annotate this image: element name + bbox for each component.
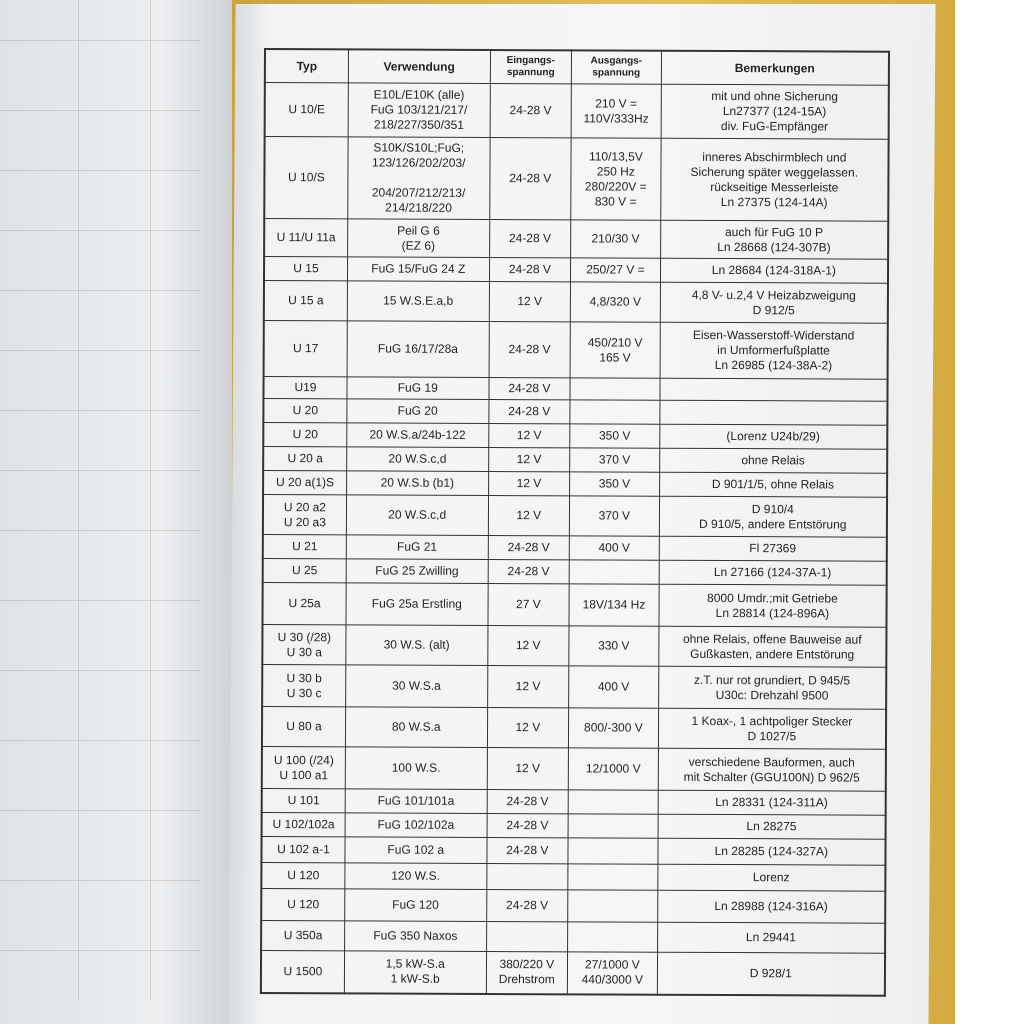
cell-bemerkungen: mit und ohne Sicherung Ln27377 (124-15A) div. FuG-Empfänger <box>661 84 889 139</box>
cell-ausgangsspannung <box>568 864 658 890</box>
cell-verwendung: FuG 102/102a <box>345 813 487 838</box>
cell-verwendung: FuG 120 <box>345 889 487 922</box>
cell-bemerkungen: Fl 27369 <box>659 536 887 561</box>
cell-eingangsspannung: 24-28 V <box>487 789 569 813</box>
cell-ausgangsspannung <box>568 890 658 922</box>
header-ausgangsspannung: Ausgangs- spannung <box>571 50 661 84</box>
cell-bemerkungen: Ln 29441 <box>657 922 885 953</box>
table-row <box>265 83 889 140</box>
cell-eingangsspannung: 24-28 V <box>489 219 571 257</box>
cell-eingangsspannung: 12 V <box>487 747 569 789</box>
cell-ausgangsspannung: 370 V <box>569 496 659 536</box>
table-row <box>261 950 885 995</box>
table-row <box>262 812 886 839</box>
cell-eingangsspannung: 12 V <box>488 447 570 471</box>
cell-typ: U19 <box>263 377 347 399</box>
table-row <box>263 399 887 426</box>
table-row <box>261 888 885 923</box>
header-typ: Typ <box>265 49 349 83</box>
cell-bemerkungen: 1 Koax-, 1 achtpoliger Stecker D 1027/5 <box>658 708 886 749</box>
cell-eingangsspannung: 12 V <box>488 423 570 447</box>
cell-eingangsspannung: 12 V <box>487 625 569 665</box>
cell-eingangsspannung: 24-28 V <box>489 377 571 399</box>
cell-eingangsspannung <box>486 863 568 889</box>
cell-verwendung: 20 W.S.a/24b-122 <box>347 423 489 448</box>
cell-typ: U 21 <box>263 534 347 558</box>
cell-bemerkungen: Ln 27166 (124-37A-1) <box>659 560 887 585</box>
cell-bemerkungen: Ln 28988 (124-316A) <box>657 890 885 923</box>
cell-ausgangsspannung: 350 V <box>570 472 660 496</box>
cell-verwendung: FuG 15/FuG 24 Z <box>347 257 489 282</box>
cell-ausgangsspannung: 370 V <box>570 448 660 472</box>
cell-typ: U 25 <box>263 558 347 582</box>
cell-eingangsspannung <box>486 921 568 951</box>
cell-typ: U 30 b U 30 c <box>262 664 346 706</box>
cell-typ: U 11/U 11a <box>264 219 348 257</box>
cell-verwendung: FuG 101/101a <box>345 789 487 814</box>
cell-verwendung: FuG 21 <box>346 535 488 560</box>
cell-typ: U 80 a <box>262 706 346 746</box>
cell-eingangsspannung: 24-28 V <box>490 83 572 137</box>
cell-eingangsspannung: 24-28 V <box>488 535 570 559</box>
table-row <box>262 746 886 791</box>
cell-ausgangsspannung: 210 V = 110V/333Hz <box>571 84 661 138</box>
cell-eingangsspannung: 24-28 V <box>488 559 570 583</box>
cell-typ: U 20 a(1)S <box>263 471 347 495</box>
header-verwendung: Verwendung <box>348 49 490 83</box>
cell-ausgangsspannung: 27/1000 V 440/3000 V <box>567 952 657 994</box>
cell-verwendung: 20 W.S.c,d <box>347 447 489 472</box>
cell-typ: U 20 <box>263 423 347 447</box>
cell-ausgangsspannung <box>568 838 658 864</box>
cell-verwendung: 30 W.S. (alt) <box>346 625 488 666</box>
document-sheet <box>244 30 912 1000</box>
cell-eingangsspannung: 24-28 V <box>487 837 569 863</box>
cell-verwendung: 30 W.S.a <box>346 665 488 708</box>
cell-eingangsspannung: 12 V <box>487 707 569 747</box>
cell-ausgangsspannung: 110/13,5V 250 Hz 280/220V = 830 V = <box>571 138 661 220</box>
cell-ausgangsspannung: 210/30 V <box>571 220 661 258</box>
cell-verwendung: FuG 102 a <box>345 837 487 864</box>
cell-typ: U 25a <box>262 582 346 624</box>
cell-typ: U 1500 <box>261 950 345 992</box>
cell-ausgangsspannung: 18V/134 Hz <box>569 584 659 626</box>
header-bemerkungen: Bemerkungen <box>661 51 889 85</box>
cell-eingangsspannung: 24-28 V <box>488 399 570 423</box>
table-row <box>263 447 887 474</box>
cell-typ: U 102/102a <box>262 812 346 836</box>
cell-ausgangsspannung: 4,8/320 V <box>570 282 660 322</box>
cell-bemerkungen <box>660 378 888 401</box>
cell-typ: U 20 <box>263 399 347 423</box>
cell-bemerkungen <box>660 400 888 425</box>
cell-bemerkungen: Ln 28331 (124-311A) <box>658 790 886 815</box>
cell-bemerkungen: auch für FuG 10 P Ln 28668 (124-307B) <box>660 220 888 259</box>
cell-eingangsspannung: 24-28 V <box>486 889 568 921</box>
cell-typ: U 102 a-1 <box>261 836 345 862</box>
cell-bemerkungen: 4,8 V- u.2,4 V Heizabzweigung D 912/5 <box>660 282 888 323</box>
cell-bemerkungen: Ln 28285 (124-327A) <box>658 838 886 865</box>
cell-ausgangsspannung <box>569 560 659 584</box>
cell-bemerkungen: Eisen-Wasserstoff-Widerstand in Umformerfußplatte Ln 26985 (124-38A-2) <box>660 322 888 379</box>
cell-bemerkungen: (Lorenz U24b/29) <box>659 424 887 449</box>
table-row <box>264 281 888 324</box>
table-row <box>264 257 888 284</box>
header-eingangsspannung: Eingangs- spannung <box>490 50 572 84</box>
cell-eingangsspannung: 12 V <box>487 665 569 707</box>
cell-typ: U 100 (/24) U 100 a1 <box>262 746 346 788</box>
cell-eingangsspannung: 12 V <box>488 495 570 535</box>
cell-verwendung: 20 W.S.b (b1) <box>346 471 488 496</box>
cell-ausgangsspannung: 400 V <box>569 536 659 560</box>
cell-ausgangsspannung: 800/-300 V <box>569 708 659 748</box>
cell-ausgangsspannung: 400 V <box>569 666 659 708</box>
cell-verwendung: FuG 20 <box>347 399 489 424</box>
table-header-row <box>265 49 889 85</box>
cell-eingangsspannung: 24-28 V <box>487 813 569 837</box>
table-row <box>262 788 886 815</box>
table-row <box>263 558 887 585</box>
cell-verwendung: S10K/S10L;FuG; 123/126/202/203/ 204/207/212/213/ 214/218/220 <box>348 137 490 220</box>
cell-verwendung: FuG 16/17/28a <box>347 321 489 378</box>
cell-bemerkungen: ohne Relais, offene Bauweise auf Gußkasten, andere Entstörung <box>658 626 886 667</box>
cell-bemerkungen: D 910/4 D 910/5, andere Entstörung <box>659 496 887 537</box>
cell-typ: U 20 a <box>263 447 347 471</box>
cell-eingangsspannung: 27 V <box>488 583 570 625</box>
table-row <box>263 534 887 561</box>
cell-ausgangsspannung: 450/210 V 165 V <box>570 322 660 378</box>
cell-typ: U 10/S <box>264 137 348 219</box>
cell-typ: U 101 <box>262 788 346 812</box>
table-row <box>262 624 886 667</box>
table-row <box>263 423 887 450</box>
cell-verwendung: 100 W.S. <box>345 747 487 790</box>
cell-typ: U 17 <box>264 321 348 377</box>
cell-bemerkungen: verschiedene Bauformen, auch mit Schalter (GGU100N) D 962/5 <box>658 748 886 791</box>
cell-bemerkungen: inneres Abschirmblech und Sicherung später weggelassen. rückseitige Messerleiste Ln 27375 (124-14A) <box>660 138 888 221</box>
table-row <box>263 495 887 538</box>
table-row <box>261 920 885 953</box>
table-row <box>263 471 887 498</box>
cell-bemerkungen: z.T. nur rot grundiert, D 945/5 U30c: Drehzahl 9500 <box>658 666 886 709</box>
cell-verwendung: FuG 350 Naxos <box>344 921 486 952</box>
cell-ausgangsspannung <box>570 400 660 424</box>
cell-typ: U 15 a <box>264 281 348 321</box>
cell-typ: U 15 <box>264 257 348 281</box>
cell-bemerkungen: ohne Relais <box>659 448 887 473</box>
cell-ausgangsspannung <box>568 922 658 952</box>
cell-ausgangsspannung <box>568 814 658 838</box>
cell-bemerkungen: D 928/1 <box>657 952 885 995</box>
table-row <box>262 664 886 709</box>
left-page <box>0 0 232 1024</box>
cell-verwendung: 15 W.S.E.a,b <box>347 281 489 322</box>
cell-eingangsspannung: 24-28 V <box>489 321 571 377</box>
cell-typ: U 10/E <box>265 83 349 137</box>
table-row <box>261 862 885 891</box>
table-row <box>264 321 888 380</box>
cell-bemerkungen: Ln 28684 (124-318A-1) <box>660 258 888 283</box>
cell-typ: U 20 a2 U 20 a3 <box>263 495 347 535</box>
cell-eingangsspannung: 24-28 V <box>489 137 571 219</box>
cell-typ: U 30 (/28) U 30 a <box>262 624 346 664</box>
cell-verwendung: Peil G 6 (EZ 6) <box>347 219 489 258</box>
cell-verwendung: 20 W.S.c,d <box>346 495 488 536</box>
cell-verwendung: E10L/E10K (alle) FuG 103/121/217/ 218/227/350/351 <box>348 83 490 138</box>
cell-eingangsspannung: 12 V <box>488 471 570 495</box>
cell-bemerkungen: Ln 28275 <box>658 814 886 839</box>
cell-ausgangsspannung: 12/1000 V <box>568 748 658 790</box>
cell-verwendung: FuG 25a Erstling <box>346 583 488 626</box>
cell-typ: U 120 <box>261 862 345 888</box>
cell-typ: U 350a <box>261 920 345 950</box>
cell-ausgangsspannung: 330 V <box>569 626 659 666</box>
cell-typ: U 120 <box>261 888 345 920</box>
cell-eingangsspannung: 12 V <box>489 281 571 321</box>
cell-ausgangsspannung <box>568 790 658 814</box>
cell-verwendung: 1,5 kW-S.a 1 kW-S.b <box>344 951 486 994</box>
cell-verwendung: 120 W.S. <box>345 863 487 890</box>
table-row <box>264 219 888 260</box>
table-row <box>261 836 885 865</box>
cell-ausgangsspannung: 350 V <box>570 424 660 448</box>
table-row <box>264 137 888 222</box>
cell-bemerkungen: 8000 Umdr.;mit Getriebe Ln 28814 (124-896A) <box>659 584 887 627</box>
cell-ausgangsspannung <box>570 378 660 400</box>
cell-bemerkungen: Lorenz <box>658 864 886 891</box>
cell-bemerkungen: D 901/1/5, ohne Relais <box>659 472 887 497</box>
cell-verwendung: FuG 25 Zwilling <box>346 559 488 584</box>
cell-verwendung: 80 W.S.a <box>345 707 487 748</box>
converter-table <box>260 48 890 996</box>
table-body <box>261 83 889 996</box>
table-row <box>262 706 886 749</box>
left-page-bleedthrough <box>0 0 232 1024</box>
table-row <box>263 377 887 402</box>
table-row <box>262 582 886 627</box>
cell-eingangsspannung: 380/220 V Drehstrom <box>486 951 568 993</box>
cell-ausgangsspannung: 250/27 V = <box>571 258 661 282</box>
cell-verwendung: FuG 19 <box>347 377 489 400</box>
cell-eingangsspannung: 24-28 V <box>489 257 571 281</box>
